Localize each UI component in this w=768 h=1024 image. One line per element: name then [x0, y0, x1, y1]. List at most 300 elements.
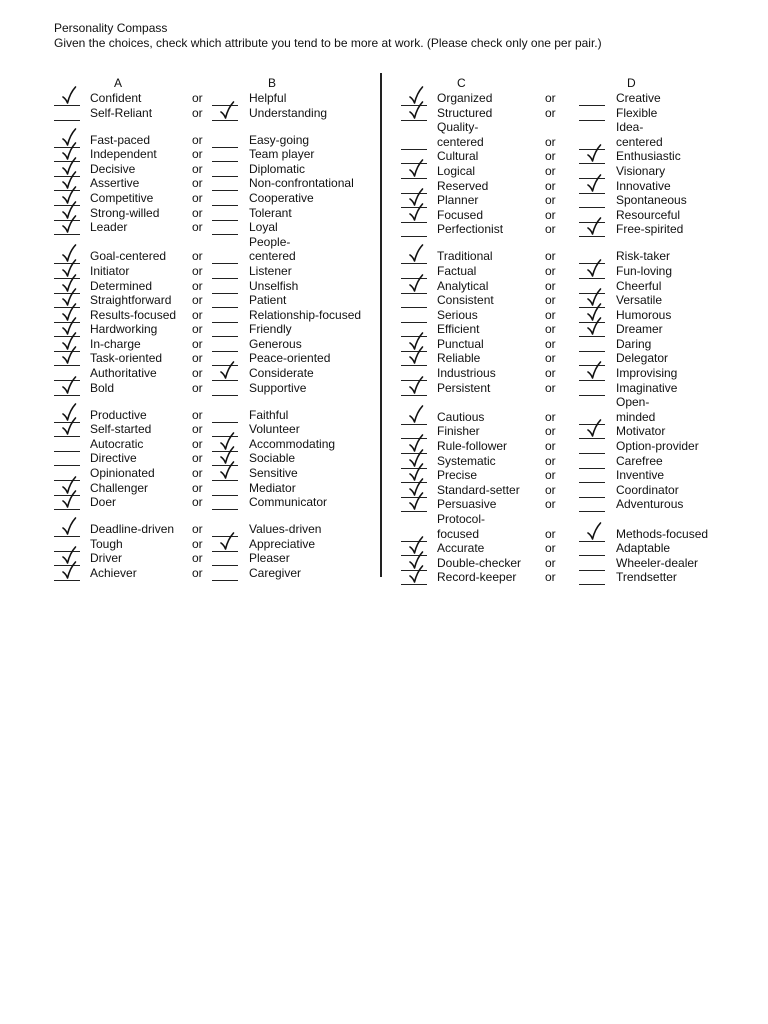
column-header-c: C [457, 76, 466, 90]
or-connector: or [545, 555, 556, 570]
checkmark-icon [62, 346, 76, 364]
pair-row [0, 537, 380, 552]
attribute-label-left: Finisher [437, 424, 480, 439]
pair-row [0, 422, 380, 437]
attribute-label-right: Creative [616, 91, 661, 105]
pair-row [348, 249, 748, 264]
or-connector: or [192, 380, 203, 395]
pair-row [0, 308, 380, 323]
checkmark-icon [409, 376, 423, 394]
checkbox-blank-left[interactable] [401, 208, 427, 223]
attribute-label-left: Rule-follower [437, 439, 508, 454]
attribute-label-left: Precise [437, 468, 478, 483]
checkbox-blank-left[interactable] [401, 410, 427, 425]
checkmark-icon [409, 203, 423, 221]
checkmark-icon [220, 361, 234, 379]
pair-row [348, 264, 748, 279]
pair-row [348, 149, 748, 164]
attribute-label-left: Factual [437, 263, 477, 278]
attribute-label-left: Record-keeper [437, 570, 517, 585]
attribute-label-left: Consistent [437, 293, 494, 308]
attribute-label-left: Organized [437, 91, 493, 105]
attribute-label-left: Productive [90, 407, 147, 422]
attribute-label-right: Helpful [249, 91, 287, 105]
attribute-label-right: Wheeler-dealer [616, 555, 699, 570]
pair-row [348, 351, 748, 366]
checkbox-blank-right[interactable] [579, 527, 605, 542]
attribute-label-right: Appreciative [249, 536, 316, 551]
checkmark-icon [62, 215, 76, 233]
checkbox-blank-right[interactable] [579, 468, 605, 483]
attribute-label-left: Driver [90, 551, 122, 566]
attribute-label-right: Supportive [249, 380, 307, 395]
pair-row [0, 106, 380, 121]
pair-row [0, 551, 380, 566]
checkbox-blank-left[interactable] [401, 222, 427, 237]
attribute-label-left: Tough [90, 536, 123, 551]
checkmark-icon [409, 159, 423, 177]
attribute-label-left: Confident [90, 91, 142, 105]
attribute-label-left: Results-focused [90, 307, 177, 322]
attribute-label-right: Methods-focused [616, 526, 709, 541]
attribute-label-left: Accurate [437, 541, 485, 556]
checkbox-blank-left[interactable] [54, 351, 80, 366]
or-connector: or [192, 351, 203, 366]
pair-row [0, 566, 380, 581]
pair-row [0, 264, 380, 279]
or-connector: or [192, 132, 203, 147]
checkbox-blank-right[interactable] [212, 495, 238, 510]
or-connector: or [545, 482, 556, 497]
attribute-label-right: Imaginative [616, 380, 678, 395]
attribute-label-right: Visionary [616, 163, 666, 178]
checkbox-blank-right[interactable] [212, 293, 238, 308]
or-connector: or [545, 453, 556, 468]
checkbox-blank-left[interactable] [401, 570, 427, 585]
attribute-label-right: Patient [249, 293, 287, 308]
or-connector: or [545, 424, 556, 439]
checkbox-blank-left[interactable] [401, 308, 427, 323]
checkbox-blank-left[interactable] [54, 381, 80, 396]
checkbox-blank-right[interactable] [212, 106, 238, 121]
pair-row [348, 424, 748, 439]
attribute-label-left: Logical [437, 163, 476, 178]
checkbox-blank-left[interactable] [401, 249, 427, 264]
checkbox-blank-right[interactable] [212, 176, 238, 191]
attribute-label-right: People- centered [249, 234, 296, 264]
checkbox-blank-right[interactable] [212, 147, 238, 162]
attribute-label-right: Spontaneous [616, 193, 687, 208]
pair-row [348, 541, 748, 556]
checkbox-blank-left[interactable] [401, 381, 427, 396]
checkbox-blank-right[interactable] [212, 206, 238, 221]
pair-row [0, 466, 380, 481]
checkmark-icon [220, 461, 234, 479]
pair-row [0, 293, 380, 308]
attribute-label-right: Adaptable [616, 541, 671, 556]
checkbox-blank-left[interactable] [54, 566, 80, 581]
attribute-label-left: Quality- centered [437, 120, 484, 149]
checkbox-blank-right[interactable] [579, 483, 605, 498]
pair-row [0, 279, 380, 294]
attribute-label-right: Resourceful [616, 207, 681, 222]
attribute-label-left: Autocratic [90, 436, 144, 451]
pair-row [348, 106, 748, 121]
checkbox-blank-right[interactable] [212, 220, 238, 235]
checkbox-blank-left[interactable] [54, 220, 80, 235]
checkbox-blank-right[interactable] [579, 366, 605, 381]
checkmark-icon [587, 522, 601, 540]
checkbox-blank-left[interactable] [54, 437, 80, 452]
checkbox-blank-left[interactable] [401, 293, 427, 308]
checkbox-blank-right[interactable] [579, 570, 605, 585]
checkmark-icon [587, 144, 601, 162]
attribute-label-left: Serious [437, 307, 478, 322]
attribute-label-left: Persistent [437, 380, 491, 395]
attribute-label-left: Double-checker [437, 555, 522, 570]
attribute-label-left: Leader [90, 220, 128, 235]
attribute-label-left: Fast-paced [90, 132, 151, 147]
checkbox-blank-right[interactable] [212, 566, 238, 581]
or-connector: or [192, 407, 203, 422]
attribute-label-right: Caregiver [249, 565, 302, 580]
attribute-label-right: Trendsetter [616, 570, 677, 585]
checkbox-blank-right[interactable] [579, 264, 605, 279]
attribute-label-left: In-charge [90, 336, 141, 351]
or-connector: or [545, 163, 556, 178]
attribute-label-left: Task-oriented [90, 351, 163, 366]
pair-row [348, 395, 748, 424]
or-connector: or [545, 193, 556, 208]
pair-row [348, 293, 748, 308]
or-connector: or [545, 322, 556, 337]
attribute-label-right: Coordinator [616, 482, 679, 497]
or-connector: or [545, 278, 556, 293]
attribute-label-right: Generous [249, 336, 302, 351]
attribute-label-left: Traditional [437, 249, 493, 264]
checkmark-icon [409, 101, 423, 119]
checkmark-icon [409, 346, 423, 364]
checkbox-blank-right[interactable] [579, 179, 605, 194]
attribute-label-right: Enthusiastic [616, 149, 681, 164]
attribute-label-right: Listener [249, 263, 292, 278]
or-connector: or [545, 439, 556, 454]
or-connector: or [545, 336, 556, 351]
attribute-label-left: Straightforward [90, 293, 172, 308]
attribute-label-left: Self-started [90, 422, 152, 437]
or-connector: or [192, 451, 203, 466]
attribute-label-left: Opinionated [90, 466, 155, 481]
pair-row [348, 454, 748, 469]
pair-row [348, 366, 748, 381]
attribute-label-left: Independent [90, 147, 157, 162]
checkmark-icon [587, 317, 601, 335]
pair-row [0, 408, 380, 423]
checkbox-blank-right[interactable] [212, 322, 238, 337]
checkbox-blank-right[interactable] [579, 149, 605, 164]
pair-row [0, 522, 380, 537]
checkbox-blank-right[interactable] [579, 193, 605, 208]
attribute-label-right: Understanding [249, 105, 328, 120]
checkbox-blank-right[interactable] [579, 322, 605, 337]
or-connector: or [192, 190, 203, 205]
checkbox-blank-left[interactable] [54, 106, 80, 121]
pair-row [0, 437, 380, 452]
or-connector: or [545, 134, 556, 149]
checkbox-blank-right[interactable] [212, 279, 238, 294]
or-connector: or [545, 149, 556, 164]
or-connector: or [545, 307, 556, 322]
instructions: Given the choices, check which attribute you tend to be more at work. (Please check only one per pair.) [54, 36, 602, 50]
checkmark-icon [409, 244, 423, 262]
checkbox-blank-left[interactable] [54, 91, 80, 106]
checkbox-blank-right[interactable] [212, 466, 238, 481]
attribute-label-left: Efficient [437, 322, 480, 337]
attribute-label-right: Unselfish [249, 278, 299, 293]
or-connector: or [192, 466, 203, 481]
attribute-label-right: Friendly [249, 322, 292, 337]
pair-row [0, 322, 380, 337]
or-connector: or [545, 105, 556, 120]
checkbox-blank-right[interactable] [212, 366, 238, 381]
pair-row [348, 439, 748, 454]
attribute-label-right: Dreamer [616, 322, 663, 337]
or-connector: or [192, 436, 203, 451]
attribute-label-right: Accommodating [249, 436, 336, 451]
attribute-label-left: Industrious [437, 366, 496, 381]
attribute-label-right: Team player [249, 147, 315, 162]
or-connector: or [545, 222, 556, 237]
checkbox-blank-left[interactable] [401, 279, 427, 294]
checkbox-blank-right[interactable] [579, 541, 605, 556]
pair-row [348, 337, 748, 352]
pair-row [348, 483, 748, 498]
attribute-label-right: Cheerful [616, 278, 662, 293]
checkmark-icon [220, 101, 234, 119]
or-connector: or [192, 263, 203, 278]
pair-row [0, 220, 380, 235]
attribute-label-left: Self-Reliant [90, 105, 153, 120]
or-connector: or [192, 480, 203, 495]
attribute-label-left: Perfectionist [437, 222, 504, 237]
pair-row [348, 91, 748, 106]
or-connector: or [192, 565, 203, 580]
attribute-label-right: Faithful [249, 407, 289, 422]
attribute-label-right: Free-spirited [616, 222, 684, 237]
attribute-label-left: Bold [90, 380, 115, 395]
pair-row [0, 176, 380, 191]
pair-row [0, 451, 380, 466]
checkbox-blank-right[interactable] [212, 537, 238, 552]
checkmark-icon [62, 561, 76, 579]
or-connector: or [192, 307, 203, 322]
attribute-label-left: Structured [437, 105, 493, 120]
or-connector: or [192, 91, 203, 105]
pair-row [348, 497, 748, 512]
pair-row [348, 193, 748, 208]
checkmark-icon [587, 361, 601, 379]
pair-row [0, 481, 380, 496]
attribute-label-right: Tolerant [249, 205, 292, 220]
pair-row [348, 322, 748, 337]
checkbox-blank-left[interactable] [401, 164, 427, 179]
page-title: Personality Compass [54, 21, 168, 35]
or-connector: or [192, 322, 203, 337]
or-connector: or [192, 176, 203, 191]
checkbox-blank-left[interactable] [54, 451, 80, 466]
attribute-label-right: Diplomatic [249, 161, 306, 176]
attribute-label-right: Communicator [249, 495, 328, 510]
checkbox-blank-right[interactable] [212, 337, 238, 352]
checkbox-blank-right[interactable] [579, 91, 605, 106]
attribute-label-left: Hardworking [90, 322, 158, 337]
attribute-label-left: Planner [437, 193, 479, 208]
checkbox-blank-right[interactable] [212, 191, 238, 206]
pair-row [0, 337, 380, 352]
or-connector: or [545, 293, 556, 308]
attribute-label-right: Improvising [616, 366, 678, 381]
pair-row [348, 556, 748, 571]
attribute-label-left: Achiever [90, 565, 137, 580]
attribute-label-right: Carefree [616, 453, 663, 468]
checkmark-icon [409, 565, 423, 583]
pair-row [348, 279, 748, 294]
or-connector: or [192, 147, 203, 162]
checkbox-blank-right[interactable] [212, 481, 238, 496]
attribute-label-right: Daring [616, 336, 652, 351]
pair-row [0, 495, 380, 510]
pair-row [348, 468, 748, 483]
checkbox-blank-left[interactable] [54, 422, 80, 437]
attribute-label-left: Cultural [437, 149, 479, 164]
pair-row [348, 570, 748, 585]
attribute-label-left: Standard-setter [437, 482, 520, 497]
checkbox-blank-right[interactable] [579, 337, 605, 352]
or-connector: or [192, 422, 203, 437]
checkbox-blank-left[interactable] [401, 351, 427, 366]
attribute-label-left: Determined [90, 278, 153, 293]
attribute-label-right: Volunteer [249, 422, 300, 437]
attribute-label-left: Directive [90, 451, 137, 466]
pair-row [0, 206, 380, 221]
or-connector: or [192, 249, 203, 264]
or-connector: or [192, 161, 203, 176]
attribute-label-left: Cautious [437, 409, 485, 424]
or-connector: or [192, 278, 203, 293]
checkbox-blank-right[interactable] [579, 106, 605, 121]
checkbox-blank-right[interactable] [579, 222, 605, 237]
checkmark-icon [587, 419, 601, 437]
attribute-label-left: Decisive [90, 161, 136, 176]
checkmark-icon [220, 532, 234, 550]
attribute-label-left: Doer [90, 495, 117, 510]
or-connector: or [545, 468, 556, 483]
checkbox-blank-right[interactable] [212, 162, 238, 177]
or-connector: or [545, 351, 556, 366]
or-connector: or [545, 178, 556, 193]
checkbox-blank-left[interactable] [401, 135, 427, 150]
checkbox-blank-right[interactable] [212, 408, 238, 423]
column-header-b: B [268, 76, 277, 90]
pair-row [0, 91, 380, 106]
checkmark-icon [587, 174, 601, 192]
attribute-label-left: Protocol- focused [437, 512, 486, 541]
checkbox-blank-right[interactable] [212, 249, 238, 264]
attribute-label-left: Reliable [437, 351, 481, 366]
or-connector: or [545, 526, 556, 541]
or-connector: or [192, 495, 203, 510]
checkbox-blank-left[interactable] [54, 522, 80, 537]
attribute-label-left: Persuasive [437, 497, 497, 512]
attribute-label-right: Flexible [616, 105, 658, 120]
or-connector: or [545, 91, 556, 105]
checkbox-blank-right[interactable] [212, 133, 238, 148]
checkbox-blank-right[interactable] [579, 439, 605, 454]
attribute-label-right: Mediator [249, 480, 296, 495]
checkmark-icon [409, 405, 423, 423]
attribute-label-right: Inventive [616, 468, 665, 483]
checkbox-blank-right[interactable] [212, 551, 238, 566]
checkmark-icon [62, 417, 76, 435]
checkbox-blank-right[interactable] [579, 556, 605, 571]
checkbox-blank-right[interactable] [579, 424, 605, 439]
checkbox-blank-right[interactable] [579, 381, 605, 396]
or-connector: or [192, 105, 203, 120]
pair-row [0, 191, 380, 206]
or-connector: or [545, 497, 556, 512]
or-connector: or [545, 263, 556, 278]
or-connector: or [192, 293, 203, 308]
or-connector: or [192, 551, 203, 566]
attribute-label-right: Sensitive [249, 466, 298, 481]
or-connector: or [192, 522, 203, 537]
checkbox-blank-right[interactable] [212, 264, 238, 279]
attribute-label-left: Initiator [90, 263, 130, 278]
pair-row [0, 147, 380, 162]
attribute-label-right: Considerate [249, 366, 314, 381]
attribute-label-left: Deadline-driven [90, 522, 175, 537]
attribute-label-left: Focused [437, 207, 484, 222]
or-connector: or [545, 541, 556, 556]
checkbox-blank-right[interactable] [579, 497, 605, 512]
checkbox-blank-left[interactable] [54, 495, 80, 510]
checkbox-blank-right[interactable] [212, 308, 238, 323]
checkmark-icon [62, 490, 76, 508]
attribute-label-left: Challenger [90, 480, 149, 495]
checkbox-blank-right[interactable] [579, 454, 605, 469]
checkmark-icon [587, 217, 601, 235]
attribute-label-right: Fun-loving [616, 263, 673, 278]
checkmark-icon [62, 517, 76, 535]
pair-row [0, 162, 380, 177]
checkbox-blank-left[interactable] [401, 497, 427, 512]
attribute-label-right: Motivator [616, 424, 666, 439]
or-connector: or [545, 249, 556, 264]
or-connector: or [545, 570, 556, 585]
attribute-label-left: Analytical [437, 278, 489, 293]
attribute-label-left: Punctual [437, 336, 484, 351]
attribute-label-right: Cooperative [249, 190, 314, 205]
attribute-label-left: Competitive [90, 190, 154, 205]
pair-row [0, 133, 380, 148]
attribute-label-right: Values-driven [249, 522, 322, 537]
checkbox-blank-right[interactable] [212, 381, 238, 396]
or-connector: or [192, 205, 203, 220]
pair-row [348, 222, 748, 237]
checkbox-blank-left[interactable] [401, 106, 427, 121]
pair-row [0, 351, 380, 366]
attribute-label-right: Option-provider [616, 439, 699, 454]
